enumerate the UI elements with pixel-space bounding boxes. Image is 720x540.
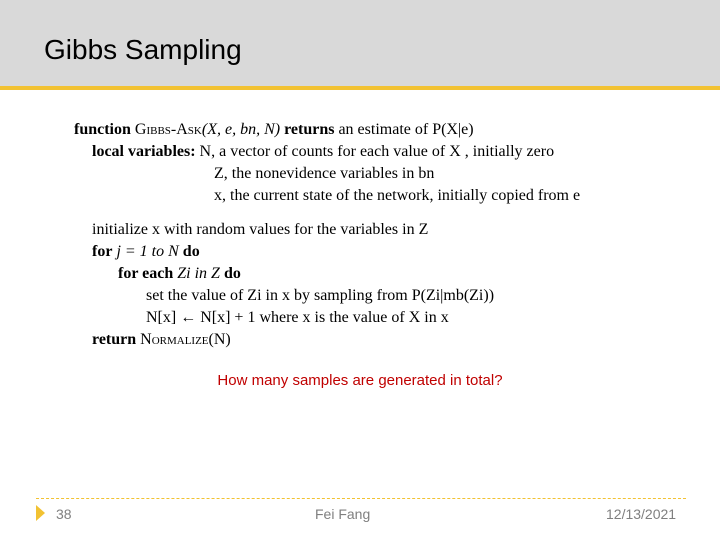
algo-line-local-vars xyxy=(92,142,554,162)
algo-line-for-j xyxy=(92,242,200,262)
keyword-for-each: for each xyxy=(118,265,174,282)
algo-line-sample: set the value of Zi in x by sampling from P(Zi|mb(Zi)) xyxy=(146,287,495,304)
slide-title: Gibbs Sampling xyxy=(44,34,242,65)
function-name: Gibbs-Ask xyxy=(134,121,202,138)
algo-line-function xyxy=(74,120,474,140)
footer-date: 12/13/2021 xyxy=(606,506,677,522)
algo-line-var-x: x, the current state of the network, initially copied from e xyxy=(214,187,581,204)
loop-var: Zi in Z xyxy=(177,265,220,282)
keyword-for: for xyxy=(92,243,113,260)
keyword-local-variables: local variables: xyxy=(92,143,196,160)
keyword-do: do xyxy=(182,243,200,260)
function-returns-desc: an estimate of P(X|e) xyxy=(338,121,474,138)
local-var-N: N, a vector of counts for each value of X , initially zero xyxy=(199,143,555,160)
function-args: (X, e, bn, N) xyxy=(201,121,281,138)
header-accent-line xyxy=(0,86,720,90)
return-expression: Normalize(N) xyxy=(140,331,231,348)
footer-page-number: 38 xyxy=(56,506,72,522)
keyword-return: return xyxy=(92,331,137,348)
footer-author: Fei Fang xyxy=(315,506,371,522)
footer-divider xyxy=(36,498,686,499)
algo-line-for-each xyxy=(118,264,241,284)
keyword-do-inner: do xyxy=(223,265,241,282)
algo-line-var-Z: Z, the nonevidence variables in bn xyxy=(214,165,435,182)
algo-line-initialize: initialize x with random values for the variables in Z xyxy=(92,221,429,238)
loop-range: j = 1 to N xyxy=(116,243,179,260)
footer-arrow-icon xyxy=(36,505,45,521)
keyword-returns: returns xyxy=(284,121,335,138)
algo-line-count: N[x] ← N[x] + 1 where x is the value of X in x xyxy=(146,309,449,326)
question-text: How many samples are generated in total? xyxy=(217,372,503,389)
keyword-function: function xyxy=(74,121,131,138)
algo-line-return xyxy=(92,330,231,350)
